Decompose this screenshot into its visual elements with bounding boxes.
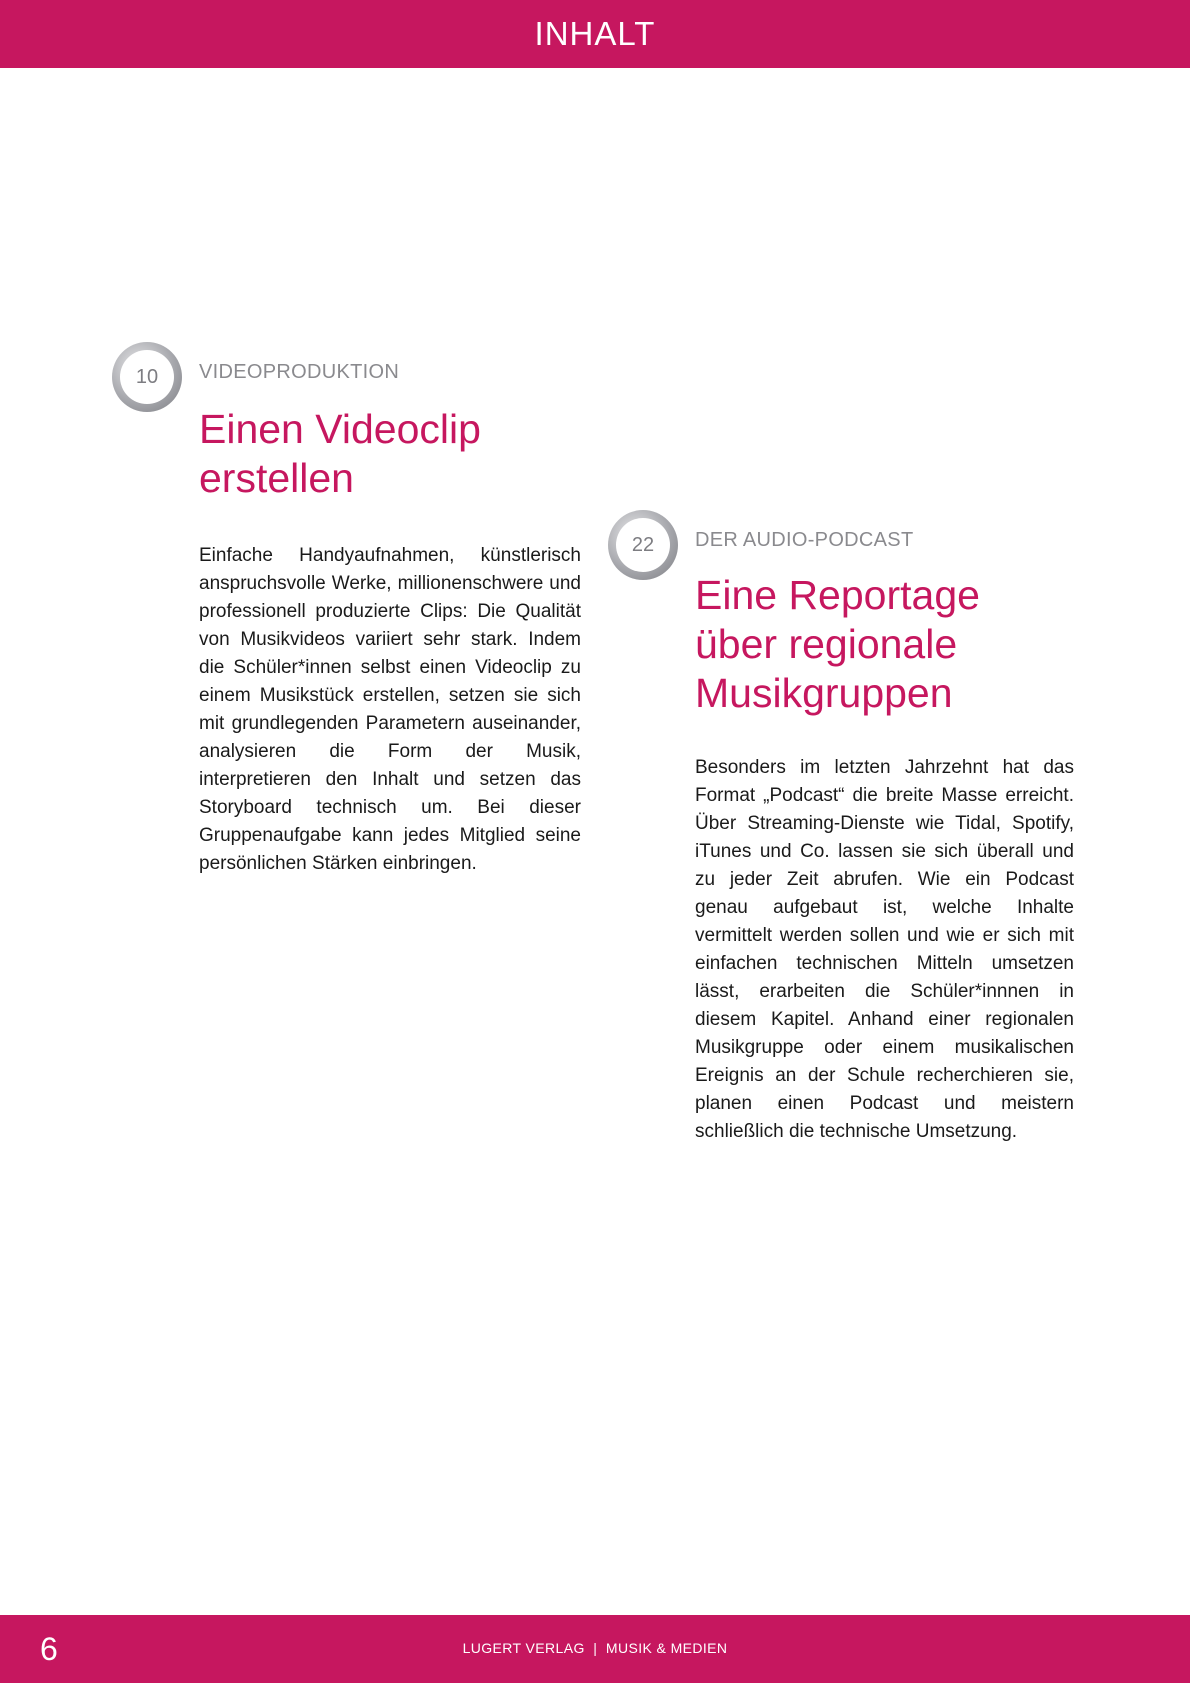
- entry-title: [695, 571, 1115, 718]
- entry-title: [199, 405, 599, 503]
- entry-title-line: Einen Videoclip: [199, 406, 481, 452]
- entry-title-line: Eine Reportage: [695, 572, 980, 618]
- page-number: 6: [40, 1631, 58, 1667]
- chapter-label: DER AUDIO-PODCAST: [695, 529, 914, 551]
- page-badge: [112, 342, 182, 412]
- page-badge-number: 10: [120, 350, 174, 404]
- entry-title-line: erstellen: [199, 455, 354, 501]
- entry-description: Einfache Handyaufnahmen, künstlerisch anspruchsvolle Werke, millionenschwere und professionell produzierte Clips: Die Qualität von Musikvideos variiert sehr stark. Indem die Schüler*innen selbst einen Videoclip zu einem Musikstück erstellen, setzen sie sich mit grundlegenden Parametern auseinander, analysieren die Form der Musik, interpretieren den Inhalt und setzen das Storyboard technisch um. Bei dieser Gruppenaufgabe kann jedes Mitglied seine persönlichen Stärken einbringen.: [199, 545, 581, 874]
- page-badge-number: 22: [616, 518, 670, 572]
- page-badge: [608, 510, 678, 580]
- chapter-label: VIDEOPRODUKTION: [199, 361, 400, 383]
- page-header: [0, 0, 1190, 68]
- page-footer: [0, 1615, 1190, 1683]
- header-title: INHALT: [534, 15, 656, 52]
- entry-title-line: Musikgruppen: [695, 670, 953, 716]
- publisher-line: LUGERT VERLAG | MUSIK & MEDIEN: [462, 1640, 728, 1656]
- entry-description: Besonders im letzten Jahrzehnt hat das Format „Podcast“ die breite Masse erreicht. Über Streaming-Dienste wie Tidal, Spotify, iTunes und Co. lassen sie sich überall und zu jeder Zeit abrufen. Wie ein Podcast genau aufgebaut ist, welche Inhalte vermittelt werden sollen und wie er sich mit einfachen technischen Mitteln umsetzen lässt, erarbeiten die Schüler*innnen in diesem Kapitel. Anhand einer regionalen Musikgruppe oder einem musikalischen Ereignis an der Schule recherchieren sie, planen einen Podcast und meistern schließlich die technische Umsetzung.: [695, 757, 1074, 1142]
- entry-title-line: über regionale: [695, 621, 958, 667]
